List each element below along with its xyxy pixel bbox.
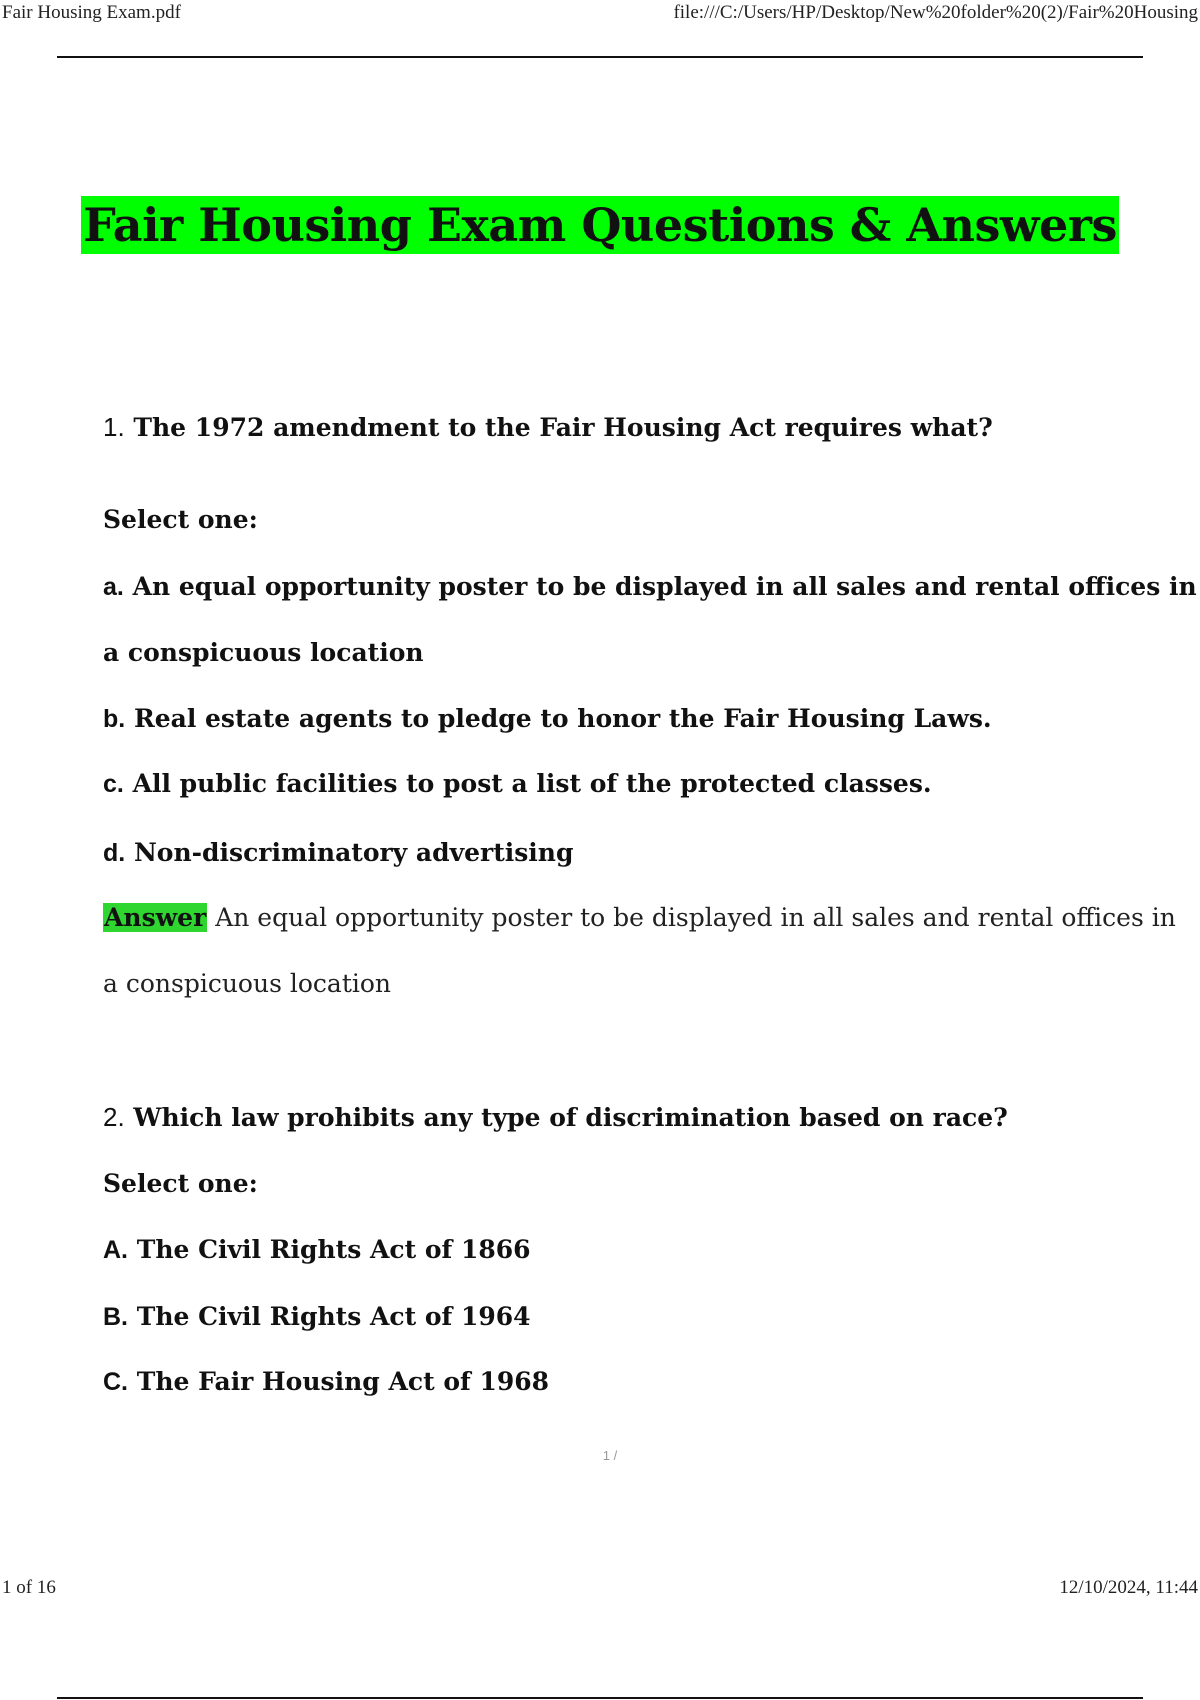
question-1-option-a-continuation: a conspicuous location [103, 638, 424, 667]
option-text: The Civil Rights Act of 1964 [136, 1302, 531, 1331]
option-text: An equal opportunity poster to be displayed in all sales and rental offices in [132, 572, 1197, 601]
print-footer [0, 1577, 1200, 1601]
answer-text: An equal opportunity poster to be displayed in all sales and rental offices in [215, 903, 1176, 932]
page-title: Fair Housing Exam Questions & Answers [83, 198, 1117, 252]
question-2-option-b [103, 1301, 531, 1333]
question-1-option-c [103, 768, 932, 800]
question-2 [103, 1101, 1008, 1134]
file-path: file:///C:/Users/HP/Desktop/New%20folder%20(2)/Fair%20Housing [673, 2, 1198, 23]
question-1-option-b [103, 703, 992, 735]
question-1 [103, 411, 993, 444]
question-2-option-a [103, 1234, 531, 1266]
option-text: Non-discriminatory advertising [133, 838, 574, 867]
option-letter: c. [103, 770, 124, 798]
page-title-container [0, 196, 1200, 254]
footer-divider [57, 1697, 1143, 1699]
question-1-select-prompt: Select one: [103, 505, 258, 534]
question-2-text: Which law prohibits any type of discrimination based on race? [133, 1103, 1008, 1132]
document-filename: Fair Housing Exam.pdf [2, 2, 181, 23]
question-1-option-a [103, 571, 1197, 603]
question-1-answer-continuation: a conspicuous location [103, 969, 392, 998]
option-letter: C. [103, 1368, 128, 1396]
option-letter: d. [103, 839, 126, 867]
option-letter: B. [103, 1303, 128, 1331]
print-header [0, 2, 1200, 26]
option-letter: A. [103, 1236, 128, 1264]
question-1-answer [103, 902, 1176, 934]
question-1-option-d [103, 837, 573, 869]
option-text: The Civil Rights Act of 1866 [136, 1235, 531, 1264]
question-1-number: 1. [103, 412, 125, 442]
print-datetime: 12/10/2024, 11:44 [1059, 1577, 1198, 1598]
question-2-select-prompt: Select one: [103, 1169, 258, 1198]
option-text: The Fair Housing Act of 1968 [136, 1367, 550, 1396]
option-letter: a. [103, 573, 124, 601]
header-divider [57, 56, 1143, 58]
page-number-mark: 1 / [602, 1448, 618, 1463]
page-count: 1 of 16 [2, 1577, 56, 1598]
option-text: Real estate agents to pledge to honor the Fair Housing Laws. [133, 704, 992, 733]
question-1-text: The 1972 amendment to the Fair Housing Act requires what? [133, 413, 993, 442]
answer-label: Answer [104, 903, 207, 932]
option-letter: b. [103, 705, 126, 733]
option-text: All public facilities to post a list of the protected classes. [132, 769, 932, 798]
question-2-number: 2. [103, 1102, 125, 1132]
question-2-option-c [103, 1366, 549, 1398]
